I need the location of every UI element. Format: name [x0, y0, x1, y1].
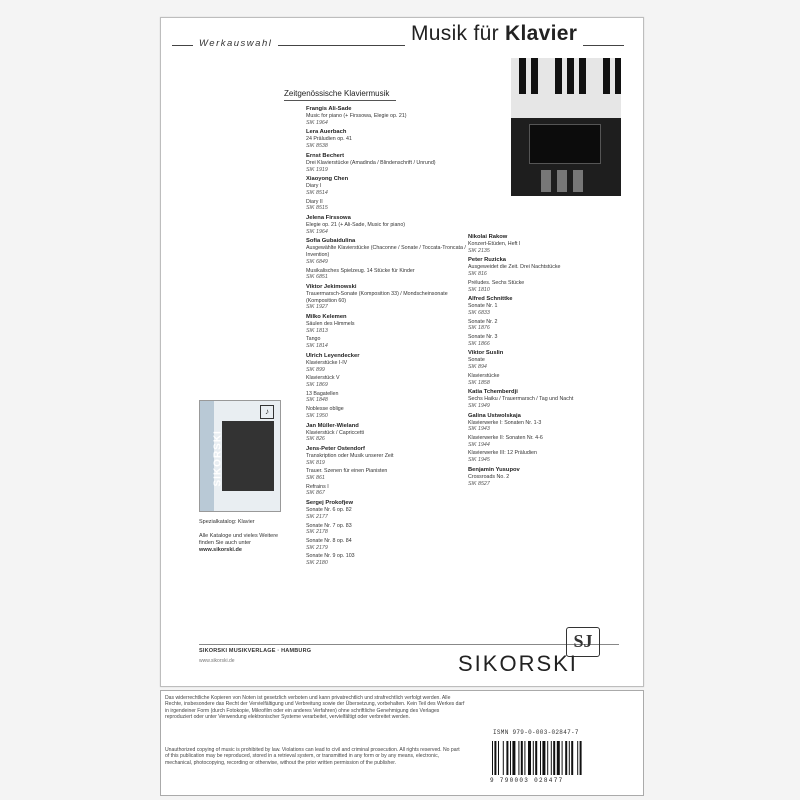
piano-black-key [531, 58, 538, 94]
work-title: Elegie op. 21 (+ Ali-Sade, Music for piano) [306, 222, 406, 229]
sik-number: SIK 2178 [306, 529, 328, 536]
publisher-name: SIKORSKI MUSIKVERLAGE · HAMBURG [199, 648, 312, 654]
composer-name: Viktor Jekimowski [306, 283, 357, 290]
catalog-label: Spezialkatalog: Klavier [199, 519, 255, 525]
sik-number: SIK 1964 [306, 228, 328, 235]
barcode-icon [490, 741, 620, 775]
sikorski-wordmark: SIKORSKI [458, 651, 578, 676]
barcode-bar [540, 741, 541, 775]
sik-number: SIK 819 [306, 459, 325, 466]
work-title: Klavierwerke I: Sonaten Nr. 1-3 [468, 419, 542, 426]
right-composer-list [468, 234, 628, 489]
work-title: Refrains I [306, 483, 329, 490]
work-title: Sonate [468, 357, 485, 364]
composer-name: Ernst Bechert [306, 152, 345, 159]
barcode-bar [512, 741, 515, 775]
barcode-bar [569, 741, 570, 775]
work-title: Diary I [306, 183, 322, 190]
sikorski-logo-icon: SJ [566, 627, 600, 657]
work-title: Transkription oder Musik unserer Zeit [306, 452, 394, 459]
sik-number: SIK 1964 [306, 119, 328, 126]
work-title: Sonate Nr. 1 [468, 303, 498, 310]
barcode-bar [492, 741, 493, 775]
catalog-more-info [199, 533, 309, 554]
work-title: Tango [306, 336, 321, 343]
composer-name: Jan Müller-Wieland [306, 422, 359, 429]
sik-number: SIK 8514 [306, 189, 328, 196]
composer-name: Nikolai Rakow [468, 234, 508, 240]
title-regular: Musik für [411, 22, 506, 45]
composer-name: Katia Tchemberdji [468, 389, 518, 396]
catalog-cover-image [199, 400, 281, 512]
catalog-more-line2: finden Sie auch unter [199, 540, 251, 546]
catalog-website-link[interactable]: www.sikorski.de [199, 547, 242, 553]
sik-number: SIK 1950 [306, 412, 328, 419]
sik-number: SIK 1927 [306, 304, 328, 311]
work-title: Säulen des Himmels [306, 321, 355, 328]
toy-piano [529, 124, 601, 164]
work-title: Klavierstück V [306, 375, 340, 382]
publisher-divider [199, 644, 619, 645]
sik-number: SIK 899 [306, 366, 325, 373]
catalog-more-line1: Alle Kataloge und vieles Weitere [199, 533, 279, 539]
barcode-bar [565, 741, 567, 775]
barcode-bar [542, 741, 545, 775]
composer-name: Milko Kelemen [306, 314, 347, 321]
work-title: 24 Präludien op. 41 [306, 136, 352, 143]
sik-number: SIK 1866 [468, 340, 490, 347]
notice-german: Das widerrechtliche Kopieren von Noten ist gesetzlich verboten und kann privatrechtlich und strafrechtlich verfolgt werden. Alle Rechte, insbesondere das Recht der Vervielfältigung und Verbreitung sowie der Übersetzung, vorbehalten. Kein Teil des Werkes darf in irgendeiner Form (durch Fotokopie, Mikrofilm oder ein anderes Verfahren) ohne schriftliche Genehmigung des Verlages reproduziert oder unter Verwendung elektronischer Systeme verarbeitet, vervielfältigt oder verbreitet werden. [165, 695, 465, 721]
barcode-bar [494, 741, 496, 775]
barcode-bar [571, 741, 573, 775]
piano-black-key [579, 58, 586, 94]
sik-number: SIK 2135 [468, 247, 490, 254]
work-title: Trauermarsch-Sonate (Komposition 33) / Mondscheinsonate (Komposition 60) [306, 290, 448, 304]
sik-number: SIK 6851 [306, 274, 328, 281]
barcode-bar [518, 741, 519, 775]
piano-photo [511, 58, 621, 196]
sik-number: SIK 1876 [468, 325, 490, 332]
sik-number: SIK 867 [306, 490, 325, 497]
work-title: Trauer. Szenen für einen Pianisten [306, 468, 388, 475]
sik-number: SIK 6833 [468, 309, 490, 316]
work-title: Klavierwerke II: Sonaten Nr. 4-6 [468, 435, 543, 442]
piano-pedal [541, 170, 551, 192]
work-title: Diary II [306, 198, 323, 205]
barcode-bar [528, 741, 531, 775]
cover-spine-text: SIKORSKI [212, 430, 224, 487]
composer-name: Galina Ustwolskaja [468, 412, 521, 419]
notice-english: Unauthorized copying of music is prohibited by law. Violations can lead to civil and criminal prosecution. All rights reserved. No part of this publication may be reproduced, stored in a retrieval system, or transmitted in any form or by any means, electronic, mechanical, photocopying, recording or otherwise, without the prior written permission of the publisher. [165, 747, 460, 766]
barcode-bar [562, 741, 563, 775]
barcode-bar [506, 741, 508, 775]
barcode-number: 9 790003 028477 [490, 777, 564, 784]
work-title: Klavierwerke III: 12 Präludien [468, 450, 537, 457]
work-title: Noblesse oblige [306, 406, 344, 413]
composer-name: Frangis Ali-Sade [306, 106, 352, 112]
piano-black-key [603, 58, 610, 94]
sik-number: SIK 1943 [468, 426, 490, 433]
sik-number: SIK 6849 [306, 258, 328, 265]
section-underline [284, 100, 396, 101]
page-title [405, 22, 583, 46]
barcode-bar [547, 741, 548, 775]
work-title: Drei Klavierstücke (Amadinda / Blindenschrift / Unrund) [306, 159, 436, 166]
sik-number: SIK 1813 [306, 327, 328, 334]
work-title: Ausgewählte Klavierstücke (Chaconne / Sonate / Toccata-Troncata / Invention) [306, 245, 466, 259]
piano-black-key [567, 58, 574, 94]
composer-name: Sofia Gubaidulina [306, 238, 356, 245]
sik-number: SIK 1810 [468, 286, 490, 293]
work-title: Klavierstücke [468, 372, 500, 379]
composer-name: Alfred Schnittke [468, 296, 513, 303]
publisher-url: www.sikorski.de [199, 658, 235, 664]
barcode-bar [535, 741, 537, 775]
sik-number: SIK 1869 [306, 381, 328, 388]
sik-number: SIK 1848 [306, 397, 328, 404]
sik-number: SIK 816 [468, 271, 487, 278]
piano-black-key [519, 58, 526, 94]
work-title: Sonate Nr. 3 [468, 334, 498, 341]
composer-name: Jens-Peter Ostendorf [306, 445, 365, 452]
barcode-bar [521, 741, 523, 775]
sik-number: SIK 2180 [306, 560, 328, 567]
work-title: Préludes. Sechs Stücke [468, 279, 525, 286]
sik-number: SIK 8527 [468, 480, 490, 487]
work-title: Klavierstücke I-IV [306, 359, 348, 366]
sik-number: SIK 826 [306, 436, 325, 443]
barcode-bar [533, 741, 534, 775]
piano-pedal [573, 170, 583, 192]
sik-number: SIK 894 [468, 364, 487, 371]
work-title: Sonate Nr. 9 op. 103 [306, 553, 355, 560]
piano-black-key [615, 58, 621, 94]
title-bold: Klavier [505, 22, 578, 45]
work-title: Sechs Haiku / Trauermarsch / Tag und Nacht [468, 396, 574, 403]
composer-name: Sergej Prokofjew [306, 500, 354, 507]
sik-number: SIK 1949 [468, 402, 490, 409]
work-title: Konzert-Etüden, Heft I [468, 241, 521, 247]
work-title: Crossroads No. 2 [468, 473, 510, 480]
barcode-bar [551, 741, 552, 775]
sik-number: SIK 1814 [306, 343, 328, 350]
werkauswahl-label: Werkauswahl [193, 38, 278, 49]
work-title: Sonate Nr. 2 [468, 318, 498, 325]
work-title: Sonate Nr. 8 op. 84 [306, 537, 352, 544]
barcode-bar [498, 741, 499, 775]
composer-name: Ulrich Leyendecker [306, 352, 360, 359]
barcode-bar [503, 741, 504, 775]
work-title: Sonate Nr. 7 op. 83 [306, 522, 352, 529]
sik-number: SIK 861 [306, 475, 325, 482]
sik-number: SIK 8538 [306, 143, 328, 150]
composer-name: Lera Auerbach [306, 129, 347, 136]
composer-name: Peter Ruzicka [468, 257, 507, 264]
barcode-bar [580, 741, 582, 775]
composer-name: Jelena Firssowa [306, 215, 351, 222]
work-title: Ausgeweidet die Zeit. Drei Nachtstücke [468, 264, 561, 271]
work-title: 13 Bagatellen [306, 390, 339, 397]
ismn-number: ISMN 979-0-003-02847-7 [493, 729, 579, 736]
composer-name: Xiaoyong Chen [306, 176, 349, 183]
sik-number: SIK 1945 [468, 457, 490, 464]
cover-piano-image [222, 421, 274, 491]
barcode-bar [557, 741, 560, 775]
composer-name: Viktor Suslin [468, 350, 504, 357]
composer-name: Benjamin Yusupov [468, 466, 520, 473]
sik-number: SIK 2179 [306, 544, 328, 551]
barcode-bar [524, 741, 525, 775]
section-title: Zeitgenössische Klaviermusik [284, 89, 390, 98]
piano-black-key [555, 58, 562, 94]
left-composer-list [306, 106, 471, 569]
sik-number: SIK 1944 [468, 441, 490, 448]
sik-number: SIK 2177 [306, 513, 328, 520]
sik-number: SIK 1919 [306, 166, 328, 173]
sik-number: SIK 1858 [468, 379, 490, 386]
barcode-bar [510, 741, 511, 775]
work-title: Musikalisches Spielzeug. 14 Stücke für Kinder [306, 267, 415, 274]
work-title: Music for piano (+ Firssowa, Elegie op. 21) [306, 113, 407, 119]
cover-logo-icon: ♪ [260, 405, 274, 419]
barcode-bar [553, 741, 555, 775]
work-title: Klavierstück / Capriccetti [306, 429, 364, 436]
sik-number: SIK 8515 [306, 205, 328, 212]
piano-pedal [557, 170, 567, 192]
barcode-bar [577, 741, 578, 775]
work-title: Sonate Nr. 6 op. 82 [306, 507, 352, 514]
